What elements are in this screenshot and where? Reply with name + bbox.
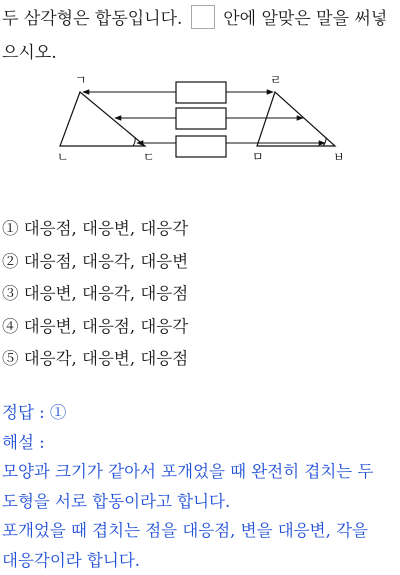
question-text <box>2 2 398 70</box>
choice-3[interactable]: ③ 대응변, 대응각, 대응점 <box>2 284 189 303</box>
vertex-label-bieup: ㅂ <box>333 150 345 164</box>
explanation-line: 포개었을 때 겹치는 점을 대응점, 변을 대응변, 각을 <box>2 521 368 540</box>
question-before-blank: 두 삼각형은 합동입니다. <box>2 9 183 29</box>
explanation-line: 대응각이라 합니다. <box>2 550 141 570</box>
vertex-label-rieul: ㄹ <box>270 74 282 87</box>
choice-1[interactable]: ① 대응점, 대응변, 대응각 <box>2 219 189 238</box>
left-triangle <box>60 92 145 146</box>
choice-list <box>2 213 188 376</box>
explanation-line: 도형을 서로 합동이라고 합니다. <box>2 491 231 511</box>
choice-4[interactable]: ④ 대응변, 대응점, 대응각 <box>2 316 189 336</box>
answer-label: 정답 : ① <box>2 403 67 422</box>
right-angle-arc <box>323 137 326 146</box>
choice-5[interactable]: ⑤ 대응각, 대응변, 대응점 <box>2 349 189 368</box>
left-angle-arc <box>133 137 135 146</box>
question-after-blank: 안에 알맞은 말을 써넣으시오. <box>2 9 388 63</box>
explanation-line: 모양과 크기가 같아서 포개었을 때 완전히 겹치는 두 <box>2 462 374 481</box>
vertex-label-giyeok: ㄱ <box>75 74 87 87</box>
answer-section <box>2 398 398 575</box>
answer-blank-box <box>191 5 215 29</box>
right-triangle <box>257 92 335 146</box>
blank-box-1 <box>176 82 226 103</box>
vertex-label-mieum: ㅁ <box>252 150 264 164</box>
blank-box-2 <box>176 108 226 129</box>
choice-2[interactable]: ② 대응점, 대응각, 대응변 <box>2 251 189 271</box>
blank-box-3 <box>176 136 226 157</box>
vertex-label-digeut: ㄷ <box>143 150 155 164</box>
explanation-title: 해설 : <box>2 432 45 452</box>
congruent-triangles-figure <box>45 74 350 174</box>
vertex-label-nieun: ㄴ <box>57 150 69 164</box>
